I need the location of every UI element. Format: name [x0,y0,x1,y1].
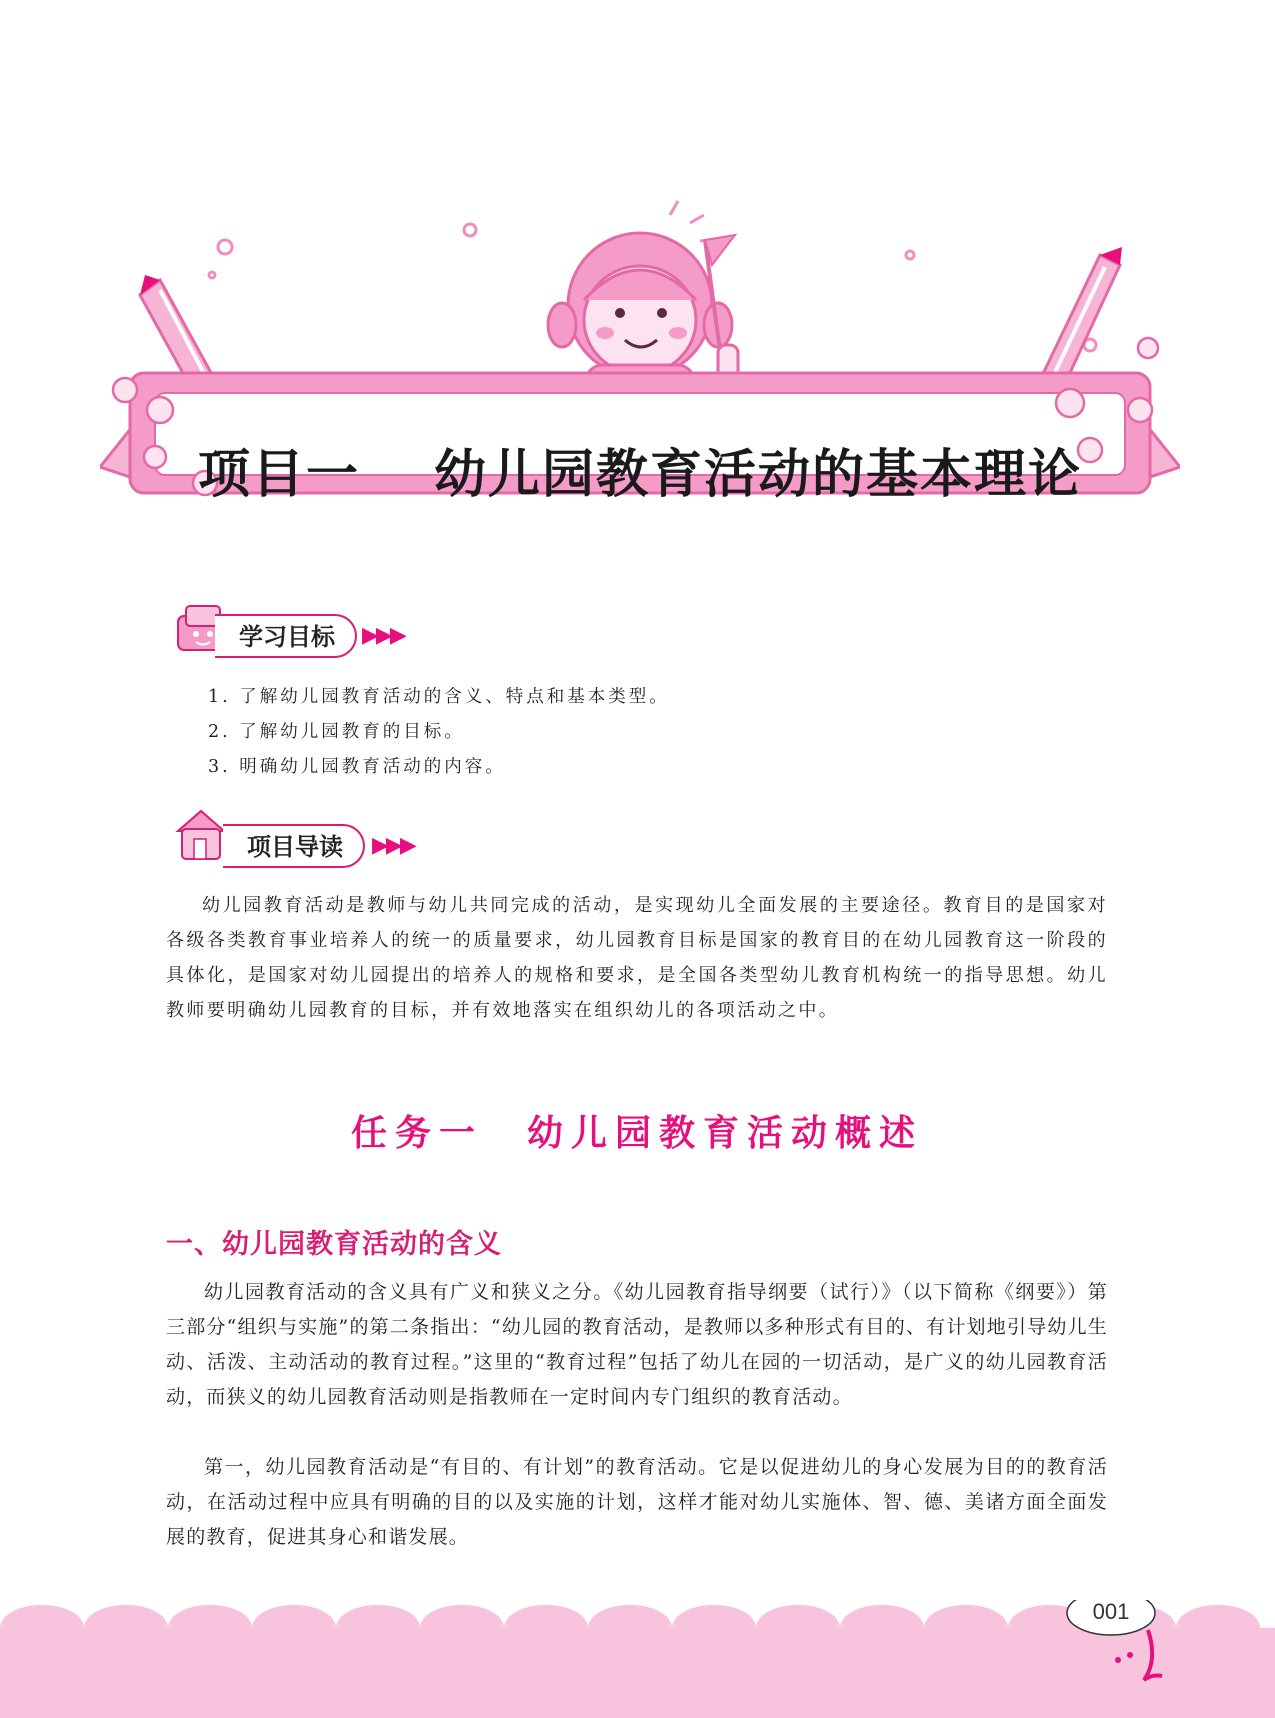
project-intro-text: 幼儿园教育活动是教师与幼儿共同完成的活动，是实现幼儿全面发展的主要途径。教育目的是国家对各级各类教育事业培养人的统一的质量要求，幼儿园教育目标是国家的教育目的在幼儿园教育这一阶段的具体化，是国家对幼儿园提出的培养人的规格和要求，是全国各类型幼儿教育机构统一的指导思想。幼儿教师要明确幼儿园教育的目标，并有效地落实在组织幼儿的各项活动之中。 [166,895,1108,1021]
goal-item: 2. 了解幼儿园教育的目标。 [208,722,465,742]
right-pencil-icon [1040,247,1122,390]
project-intro-label: 项目导读 [223,824,365,868]
learning-goals-arrows: ▶▶▶ [362,623,404,648]
task-title: 任务一 幼儿园教育活动概述 [350,1113,923,1154]
section-heading: 一、幼儿园教育活动的含义 [166,1229,502,1260]
body-paragraph: 第一，幼儿园教育活动是“有目的、有计划”的教育活动。它是以促进幼儿的身心发展为目的的教育活动，在活动过程中应具有明确的目的以及实施的计划，这样才能对幼儿实施体、智、德、美诸方面全面发展的教育，促进其身心和谐发展。 [166,1456,1108,1548]
project-title: 项目一 幼儿园教育活动的基本理论 [197,444,1083,505]
learning-goals-label: 学习目标 [215,614,357,658]
page-number: 001 [1092,1599,1130,1624]
goal-item: 1. 了解幼儿园教育活动的含义、特点和基本类型。 [208,687,670,707]
body-paragraph: 幼儿园教育活动的含义具有广义和狭义之分。《幼儿园教育指导纲要（试行）》（以下简称《纲要》）第三部分“组织与实施”的第二条指出：“幼儿园的教育活动，是教师以多种形式有目的、有计划地引导幼儿生动、活泼、主动活动的教育过程。”这里的“教育过程”包括了幼儿在园的一切活动，是广义的幼儿园教育活动，而狭义的幼儿园教育活动则是指教师在一定时间内专门组织的教育活动。 [166,1281,1108,1408]
goal-item: 3. 明确幼儿园教育活动的内容。 [208,757,506,777]
project-intro-arrows: ▶▶▶ [372,833,414,858]
